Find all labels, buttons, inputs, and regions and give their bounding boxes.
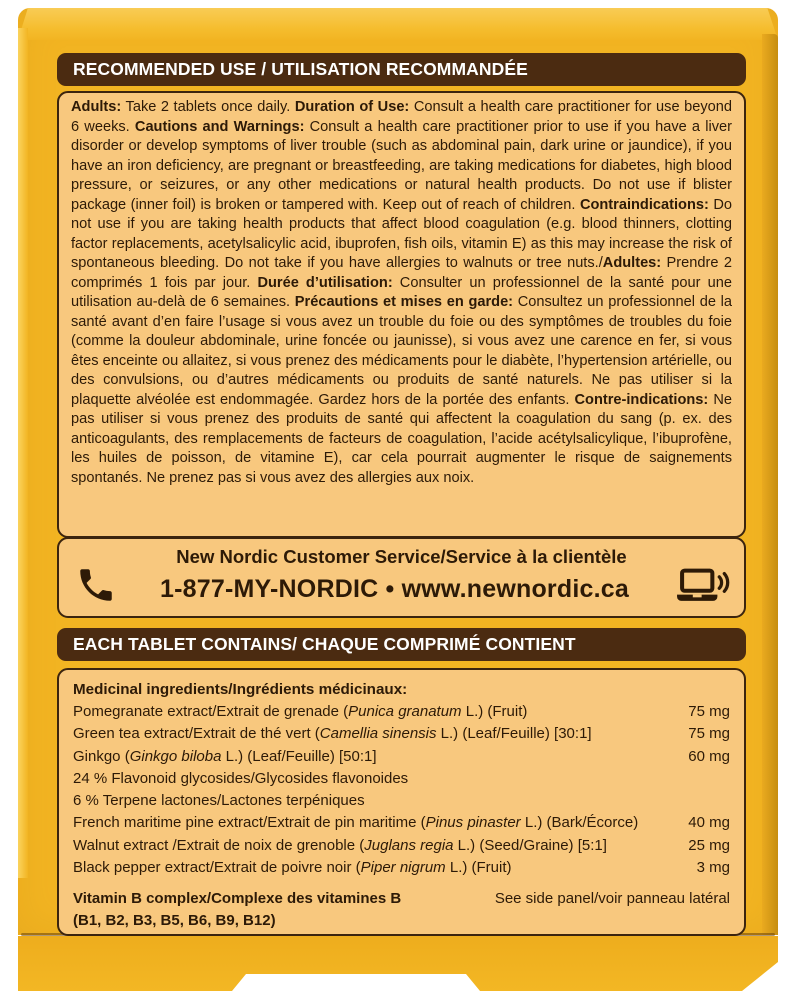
ingredient-row bbox=[73, 835, 730, 857]
phone-icon bbox=[75, 564, 117, 611]
box-right-edge bbox=[762, 34, 778, 935]
customer-service-contact-row bbox=[59, 568, 744, 617]
ingredient-name: Walnut extract /Extrait de noix de grenoble (Juglans regia L.) (Seed/Graine) [5:1] bbox=[73, 836, 607, 854]
laptop-icon bbox=[672, 568, 730, 611]
ingredient-name: Pomegranate extract/Extrait de grenade (Punica granatum L.) (Fruit) bbox=[73, 703, 528, 720]
ingredient-list bbox=[73, 701, 730, 879]
recommended-use-header bbox=[57, 53, 746, 86]
ingredient-row bbox=[73, 790, 730, 812]
ingredient-row bbox=[73, 723, 730, 745]
ingredient-name: Black pepper extract/Extrait de poivre noir (Piper nigrum L.) (Fruit) bbox=[73, 859, 512, 877]
ingredients-panel bbox=[57, 668, 746, 936]
ingredient-amount: 75 mg bbox=[688, 703, 730, 720]
customer-service-contact: 1-877-MY-NORDIC • www.newnordic.ca bbox=[160, 575, 629, 603]
box-left-edge bbox=[18, 28, 28, 878]
vitamin-b-line2: (B1, B2, B3, B5, B6, B9, B12) bbox=[73, 912, 276, 930]
ingredient-name: 24 % Flavonoid glycosides/Glycosides flavonoides bbox=[73, 769, 409, 787]
ingredient-row bbox=[73, 701, 730, 723]
ingredient-name: Ginkgo (Ginkgo biloba L.) (Leaf/Feuille) [50:1] bbox=[73, 747, 377, 765]
usage-panel bbox=[57, 91, 746, 538]
ingredient-amount: 3 mg bbox=[696, 859, 730, 877]
ingredient-name: French maritime pine extract/Extrait de pin maritime (Pinus pinaster L.) (Bark/Écorce) bbox=[73, 814, 639, 832]
ingredient-amount: 40 mg bbox=[688, 814, 730, 832]
vitamin-b-label bbox=[73, 888, 401, 932]
customer-service-panel bbox=[57, 537, 746, 618]
medicinal-ingredients-heading: Medicinal ingredients/Ingrédients médicinaux: bbox=[73, 681, 408, 698]
ingredient-name: Green tea extract/Extrait de thé vert (Camellia sinensis L.) (Leaf/Feuille) [30:1] bbox=[73, 725, 592, 743]
each-tablet-contains-header-label: EACH TABLET CONTAINS/ CHAQUE COMPRIMÉ CONTIENT bbox=[73, 634, 576, 654]
box-bottom-flap bbox=[18, 936, 778, 991]
box-top-edge bbox=[18, 8, 778, 40]
customer-service-title: New Nordic Customer Service/Service à la clientèle bbox=[176, 546, 627, 567]
ingredient-amount: 25 mg bbox=[688, 836, 730, 854]
vitamin-b-line1: Vitamin B complex/Complexe des vitamines B bbox=[73, 890, 402, 908]
ingredient-amount: 60 mg bbox=[688, 747, 730, 765]
ingredient-row bbox=[73, 746, 730, 768]
ingredient-row bbox=[73, 768, 730, 790]
ingredient-row bbox=[73, 812, 730, 834]
see-side-panel-note: See side panel/voir panneau latéral bbox=[494, 890, 730, 908]
usage-paragraph: Adults: Take 2 tablets once daily. Duration of Use: Consult a health care practitioner for use beyond 6 weeks. Cautions and Warnings: Consult a health care practitioner prior to use if you have a liver disorder or develop symptoms of liver trouble (such as abdominal pain, dark urine or jaundice), if you have an iron deficiency, are pregnant or breastfeeding, are taking medications for diabetes, high blood pressure, or seizures, or any other medications or natural health products. Do not use if blister package (inner foil) is broken or tampered with. Keep out of reach of children. Contraindications: Do not use if you are taking health products that affect blood coagulation (e.g. blood thinners, clotting factor replacements, acetylsalicylic acid, ibuprofen, fish oils, vitamin E) as this may increase the risk of spontaneous bleeding. Do not take if you have allergies to walnuts or tree nuts./Adultes: Prendre 2 comprimés 1 fois par jour. Durée d’utilisation: Consulter un professionnel de la santé pour une utilisation au-delà de 6 semaines. Précautions et mises en garde: Consultez un professionnel de la santé avant d’en faire l’usage si vous avez un trouble du foie ou des symptômes de troubles du foie (comme la douleur abdominale, urine foncée ou jaunisse), si vous avez une carence en fer, si vous êtes enceinte ou allaitez, si vous prenez des médicaments pour le diabète, l’hypertension artérielle, ou des convulsions, ou d’autres médicaments ou produits de santé naturels. Ne pas utiliser si la plaquette alvéolée est endommagée. Gardez hors de la portée des enfants. Contre-indications: Ne pas utiliser si vous prenez des produits de santé qui affectent la coagulation du sang (p. ex. des anticoagulants, des remplacements de facteurs de coagulation, l’acide acétylsalicylique, l’ibuprofène, les huiles de poisson, de vitamine E), car cela pourrait augmenter le risque de saignements spontanés. Ne prenez pas si vous avez des allergies aux noix. bbox=[71, 99, 732, 486]
each-tablet-contains-header bbox=[57, 628, 746, 661]
product-box bbox=[18, 8, 778, 990]
ingredient-amount: 75 mg bbox=[688, 725, 730, 743]
recommended-use-header-label: RECOMMENDED USE / UTILISATION RECOMMANDÉE bbox=[73, 59, 528, 79]
ingredient-name: 6 % Terpene lactones/Lactones terpéniques bbox=[73, 792, 365, 810]
ingredient-row bbox=[73, 857, 730, 879]
vitamin-b-row bbox=[73, 888, 730, 932]
